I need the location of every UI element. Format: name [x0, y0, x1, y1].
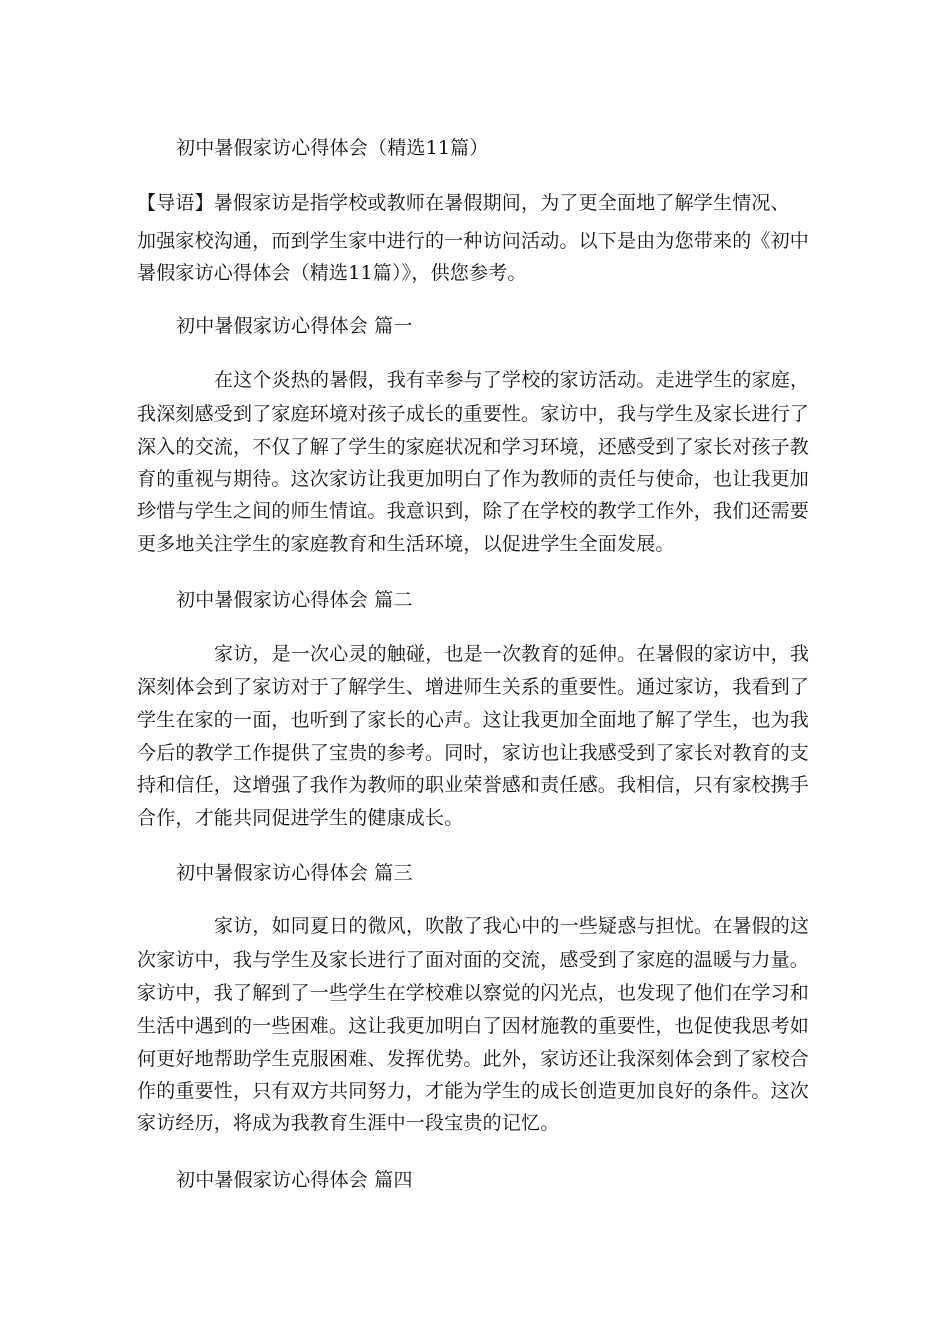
paragraph-line: 家访，是一次心灵的触碰，也是一次教育的延伸。在暑假的家访中，我 — [214, 643, 810, 665]
paragraph-line: 今后的教学工作提供了宝贵的参考。同时，家访也让我感受到了家长对教育的支 — [137, 742, 810, 764]
paragraph-line: 持和信任，这增强了我作为教师的职业荣誉感和责任感。我相信，只有家校携手 — [137, 774, 810, 796]
paragraph-line: 作的重要性，只有双方共同努力，才能为学生的成长创造更加良好的条件。这次 — [137, 1080, 810, 1102]
paragraph-line: 深入的交流，不仅了解了学生的家庭状况和学习环境，还感受到了家长对孩子教 — [137, 436, 810, 458]
section-heading: 初中暑假家访心得体会 篇一 — [176, 315, 413, 337]
paragraph-line: 珍惜与学生之间的师生情谊。我意识到，除了在学校的教学工作外，我们还需要 — [137, 500, 810, 522]
paragraph-line: 家访中，我了解到了一些学生在学校难以察觉的闪光点，也发现了他们在学习和 — [137, 982, 810, 1004]
paragraph-line: 在这个炎热的暑假，我有幸参与了学校的家访活动。走进学生的家庭， — [214, 369, 810, 391]
section-heading: 初中暑假家访心得体会 篇二 — [176, 589, 413, 611]
paragraph-line: 何更好地帮助学生克服困难、发挥优势。此外，家访还让我深刻体会到了家校合 — [137, 1048, 810, 1070]
intro-line: 暑假家访心得体会（精选11篇）》，供您参考。 — [137, 262, 527, 284]
paragraph-line: 合作，才能共同促进学生的健康成长。 — [137, 807, 464, 829]
paragraph-line: 深刻体会到了家访对于了解学生、增进师生关系的重要性。通过家访，我看到了 — [137, 676, 810, 698]
paragraph-line: 家访经历，将成为我教育生涯中一段宝贵的记忆。 — [137, 1112, 560, 1134]
paragraph-line: 育的重视与期待。这次家访让我更加明白了作为教师的责任与使命，也让我更加 — [137, 468, 810, 490]
intro-line: 加强家校沟通，而到学生家中进行的一种访问活动。以下是由为您带来的《初中 — [137, 230, 810, 252]
intro-line: 【导语】暑假家访是指学校或教师在暑假期间，为了更全面地了解学生情况、 — [137, 192, 790, 214]
paragraph-line: 生活中遇到的一些困难。这让我更加明白了因材施教的重要性，也促使我思考如 — [137, 1015, 810, 1037]
section-heading: 初中暑假家访心得体会 篇四 — [176, 1169, 413, 1191]
section-heading: 初中暑假家访心得体会 篇三 — [176, 862, 413, 884]
paragraph-line: 更多地关注学生的家庭教育和生活环境，以促进学生全面发展。 — [137, 533, 675, 555]
paragraph-line: 我深刻感受到了家庭环境对孩子成长的重要性。家访中，我与学生及家长进行了 — [137, 403, 810, 425]
document-title: 初中暑假家访心得体会（精选11篇） — [176, 137, 489, 159]
paragraph-line: 学生在家的一面，也听到了家长的心声。这让我更加全面地了解了学生，也为我 — [137, 709, 810, 731]
paragraph-line: 家访，如同夏日的微风，吹散了我心中的一些疑惑与担忧。在暑假的这 — [214, 915, 810, 937]
paragraph-line: 次家访中，我与学生及家长进行了面对面的交流，感受到了家庭的温暖与力量。 — [137, 949, 810, 971]
